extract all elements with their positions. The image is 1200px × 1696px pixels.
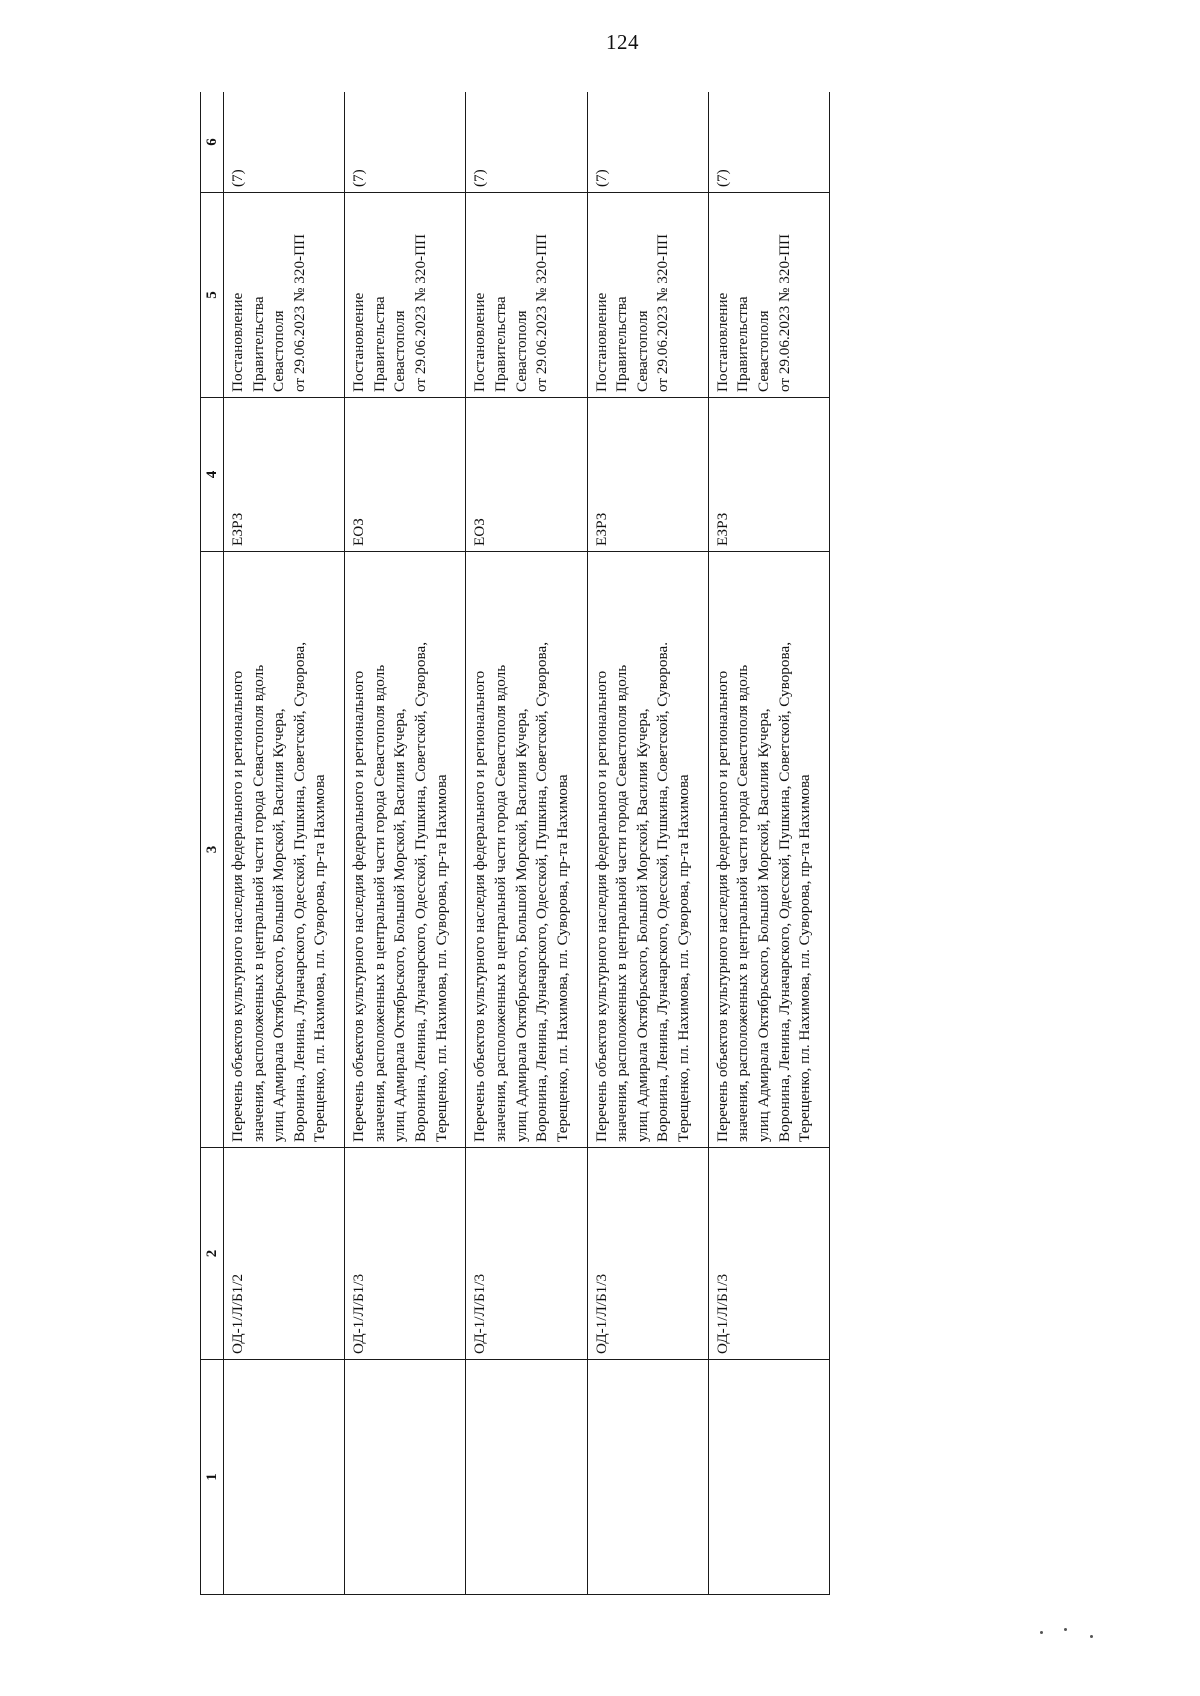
scan-specks <box>1040 1625 1100 1645</box>
cell-text: (7) <box>350 169 368 187</box>
cell-description <box>345 552 466 1148</box>
cell-description <box>587 552 708 1148</box>
cell-legal-act <box>708 193 829 398</box>
header-row <box>201 92 224 1595</box>
cell-text: ОД-1/Л/Б1/3 <box>471 1273 489 1354</box>
cell-zone-code <box>224 1148 345 1360</box>
page-number: 124 <box>606 30 639 54</box>
cell-text: Постановление Правительства Севастополя от 29.06.2023 № 320-ПП <box>713 233 793 392</box>
cell-legal-act <box>587 193 708 398</box>
cell-text: Перечень объектов культурного наследия федерального и регионального значения, расположенных в центральной части города Севастополя вдоль улиц Адмирала Октябрьского, Большой Морской, Василия Кучера, Воронина, Ленина, Луначарского, Одесской, Пушкина, Советской, Суворова. Терещенко, пл. Нахимова, пл. Суворова, пр-та Нахимова <box>592 642 692 1142</box>
cell-zone-code <box>466 1148 587 1360</box>
cell-col-1 <box>224 1360 345 1595</box>
table-row <box>224 92 345 1595</box>
cell-text: ЕЗРЗ <box>229 512 246 546</box>
cell-text: Перечень объектов культурного наследия федерального и регионального значения, расположенных в центральной части города Севастополя вдоль улиц Адмирала Октябрьского, Большой Морской, Василия Кучера, Воронина, Ленина, Луначарского, Одесской, Пушкина, Советской, Суворова, Терещенко, пл. Нахимова, пл. Суворова, пр-та Нахимова <box>713 642 814 1142</box>
header-col-3: 3 <box>201 552 224 1148</box>
cell-description <box>224 552 345 1148</box>
cell-text <box>588 1360 592 1594</box>
cell-text: Перечень объектов культурного наследия федерального и регионального значения, расположенных в центральной части города Севастополя вдоль улиц Адмирала Октябрьского, Большой Морской, Василия Кучера, Воронина, Ленина, Луначарского, Одесской, Пушкина, Советской, Суворова, Терещенко, пл. Нахимова, пл. Суворова, пр-та Нахимова <box>229 642 329 1142</box>
cell-zone-type <box>587 398 708 552</box>
header-col-2: 2 <box>201 1148 224 1360</box>
scan-speck <box>1090 1635 1093 1638</box>
cell-text: Перечень объектов культурного наследия федерального и регионального значения, расположенных в центральной части города Севастополя вдоль улиц Адмирала Октябрьского, Большой Морской, Василия Кучера, Воронина, Ленина, Луначарского, Одесской, Пушкина, Советской, Суворова, Терещенко, пл. Нахимова, пл. Суворова, пр-та Нахимова <box>471 642 571 1142</box>
table-row <box>345 92 466 1595</box>
cell-text: ОД-1/Л/Б1/2 <box>229 1273 246 1354</box>
cell-text: Постановление Правительства Севастополя от 29.06.2023 № 320-ПП <box>592 233 672 392</box>
cell-text: (7) <box>713 169 731 187</box>
cell-description <box>708 552 829 1148</box>
cell-text: Постановление Правительства Севастополя от 29.06.2023 № 320-ПП <box>229 233 308 392</box>
cell-text: ОД-1/Л/Б1/3 <box>713 1273 731 1354</box>
cell-zone-type <box>466 398 587 552</box>
cell-zone-code <box>345 1148 466 1360</box>
cell-note <box>345 92 466 193</box>
header-col-5: 5 <box>201 193 224 398</box>
cell-zone-code <box>587 1148 708 1360</box>
cell-text: ЕОЗ <box>471 518 489 546</box>
cell-text: ЕОЗ <box>350 518 368 546</box>
cell-col-1 <box>345 1360 466 1595</box>
cell-text: ЕЗРЗ <box>713 512 731 546</box>
cell-legal-act <box>466 193 587 398</box>
cell-text <box>224 1360 228 1594</box>
cell-note <box>587 92 708 193</box>
header-col-4: 4 <box>201 398 224 552</box>
header-col-1: 1 <box>201 1360 224 1595</box>
table-row <box>466 92 587 1595</box>
cell-note <box>224 92 345 193</box>
table-row <box>708 92 829 1595</box>
cell-text <box>466 1360 470 1594</box>
cell-text: ЕЗРЗ <box>592 512 610 546</box>
header-col-6: 6 <box>201 92 224 193</box>
cell-text <box>345 1360 349 1594</box>
cell-text: Перечень объектов культурного наследия федерального и регионального значения, расположенных в центральной части города Севастополя вдоль улиц Адмирала Октябрьского, Большой Морской, Василия Кучера, Воронина, Ленина, Луначарского, Одесской, Пушкина, Советской, Суворова, Терещенко, пл. Нахимова, пл. Суворова, пр-та Нахимова <box>350 642 450 1142</box>
cell-zone-type <box>345 398 466 552</box>
cell-zone-code <box>708 1148 829 1360</box>
table-row <box>587 92 708 1595</box>
regulation-table <box>200 92 830 1595</box>
cell-col-1 <box>587 1360 708 1595</box>
cell-text: ОД-1/Л/Б1/3 <box>350 1273 368 1354</box>
cell-text: (7) <box>471 169 489 187</box>
cell-legal-act <box>224 193 345 398</box>
cell-note <box>466 92 587 193</box>
cell-col-1 <box>466 1360 587 1595</box>
table-container <box>200 92 830 1595</box>
cell-legal-act <box>345 193 466 398</box>
cell-text: ОД-1/Л/Б1/3 <box>592 1273 610 1354</box>
cell-text <box>709 1360 713 1594</box>
scan-speck <box>1064 1628 1067 1631</box>
cell-text: (7) <box>592 169 610 187</box>
scan-speck <box>1040 1631 1043 1634</box>
cell-text: Постановление Правительства Севастополя от 29.06.2023 № 320-ПП <box>350 233 429 392</box>
rotated-table-frame <box>200 92 830 1595</box>
cell-text: Постановление Правительства Севастополя от 29.06.2023 № 320-ПП <box>471 233 551 392</box>
cell-description <box>466 552 587 1148</box>
cell-zone-type <box>224 398 345 552</box>
cell-col-1 <box>708 1360 829 1595</box>
cell-text: (7) <box>229 169 246 187</box>
cell-note <box>708 92 829 193</box>
cell-zone-type <box>708 398 829 552</box>
